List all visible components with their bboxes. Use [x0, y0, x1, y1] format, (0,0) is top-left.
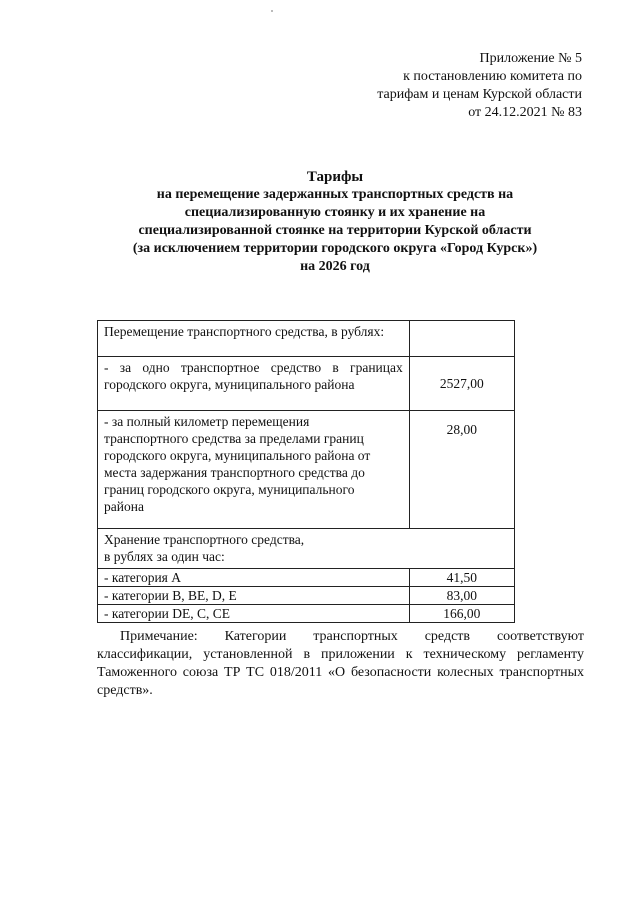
appendix-committee: тарифам и ценам Курской области [377, 87, 582, 102]
table-row [98, 529, 515, 569]
appendix-date: от 24.12.2021 № 83 [468, 105, 582, 120]
note-paragraph: Примечание: Категории транспортных средств соответствуют классификации, установленной в приложении к техническому регламенту Таможенного союза ТР ТС 018/2011 «О безопасности колесных транспортных средств». [97, 629, 584, 698]
title-year: на 2026 год [300, 259, 370, 274]
category-label: - категории B, BE, D, E [98, 587, 410, 605]
title-main: Тарифы [306, 169, 364, 185]
title-line-3: специализированной стоянке на территории Курской области [138, 223, 532, 238]
table-row [98, 321, 515, 357]
storage-header-cell [98, 529, 515, 569]
appendix-header [377, 50, 582, 122]
category-value: 166,00 [409, 605, 514, 623]
title-line-4: (за исключением территории городского округа «Город Курск») [132, 241, 538, 256]
city-tariff-desc: - за одно транспортное средство в границах городского округа, муниципального района [98, 357, 410, 411]
appendix-resolution: к постановлению комитета по [403, 69, 582, 84]
table-row [98, 411, 515, 529]
table-row [98, 605, 515, 623]
tariffs-table [97, 320, 515, 623]
km-desc-line: границ городского округа, муниципального [104, 482, 355, 497]
table-row [98, 587, 515, 605]
document-title [60, 168, 610, 276]
moving-header-cell: Перемещение транспортного средства, в рублях: [98, 321, 410, 357]
storage-header-line: в рублях за один час: [104, 549, 225, 564]
km-tariff-value: 28,00 [409, 411, 514, 529]
km-desc-line: транспортного средства за пределами границ [104, 431, 364, 446]
title-line-1: на перемещение задержанных транспортных средств на [156, 187, 514, 202]
km-desc-line: - за полный километр перемещения [104, 414, 310, 429]
storage-header-line: Хранение транспортного средства, [104, 532, 305, 547]
category-value: 41,50 [409, 569, 514, 587]
category-label: - категории DE, C, CE [98, 605, 410, 623]
km-tariff-desc [98, 411, 410, 529]
moving-header-value-cell [409, 321, 514, 357]
scan-speck [271, 10, 273, 12]
table-row [98, 569, 515, 587]
title-line-2: специализированную стоянку и их хранение на [184, 205, 486, 220]
category-label: - категория А [98, 569, 410, 587]
km-desc-line: района [104, 499, 144, 514]
city-tariff-value: 2527,00 [409, 357, 514, 411]
table-row [98, 357, 515, 411]
appendix-number: Приложение № 5 [479, 51, 582, 66]
km-desc-line: места задержания транспортного средства до [104, 465, 365, 480]
km-desc-line: городского округа, муниципального района от [104, 448, 371, 463]
category-value: 83,00 [409, 587, 514, 605]
